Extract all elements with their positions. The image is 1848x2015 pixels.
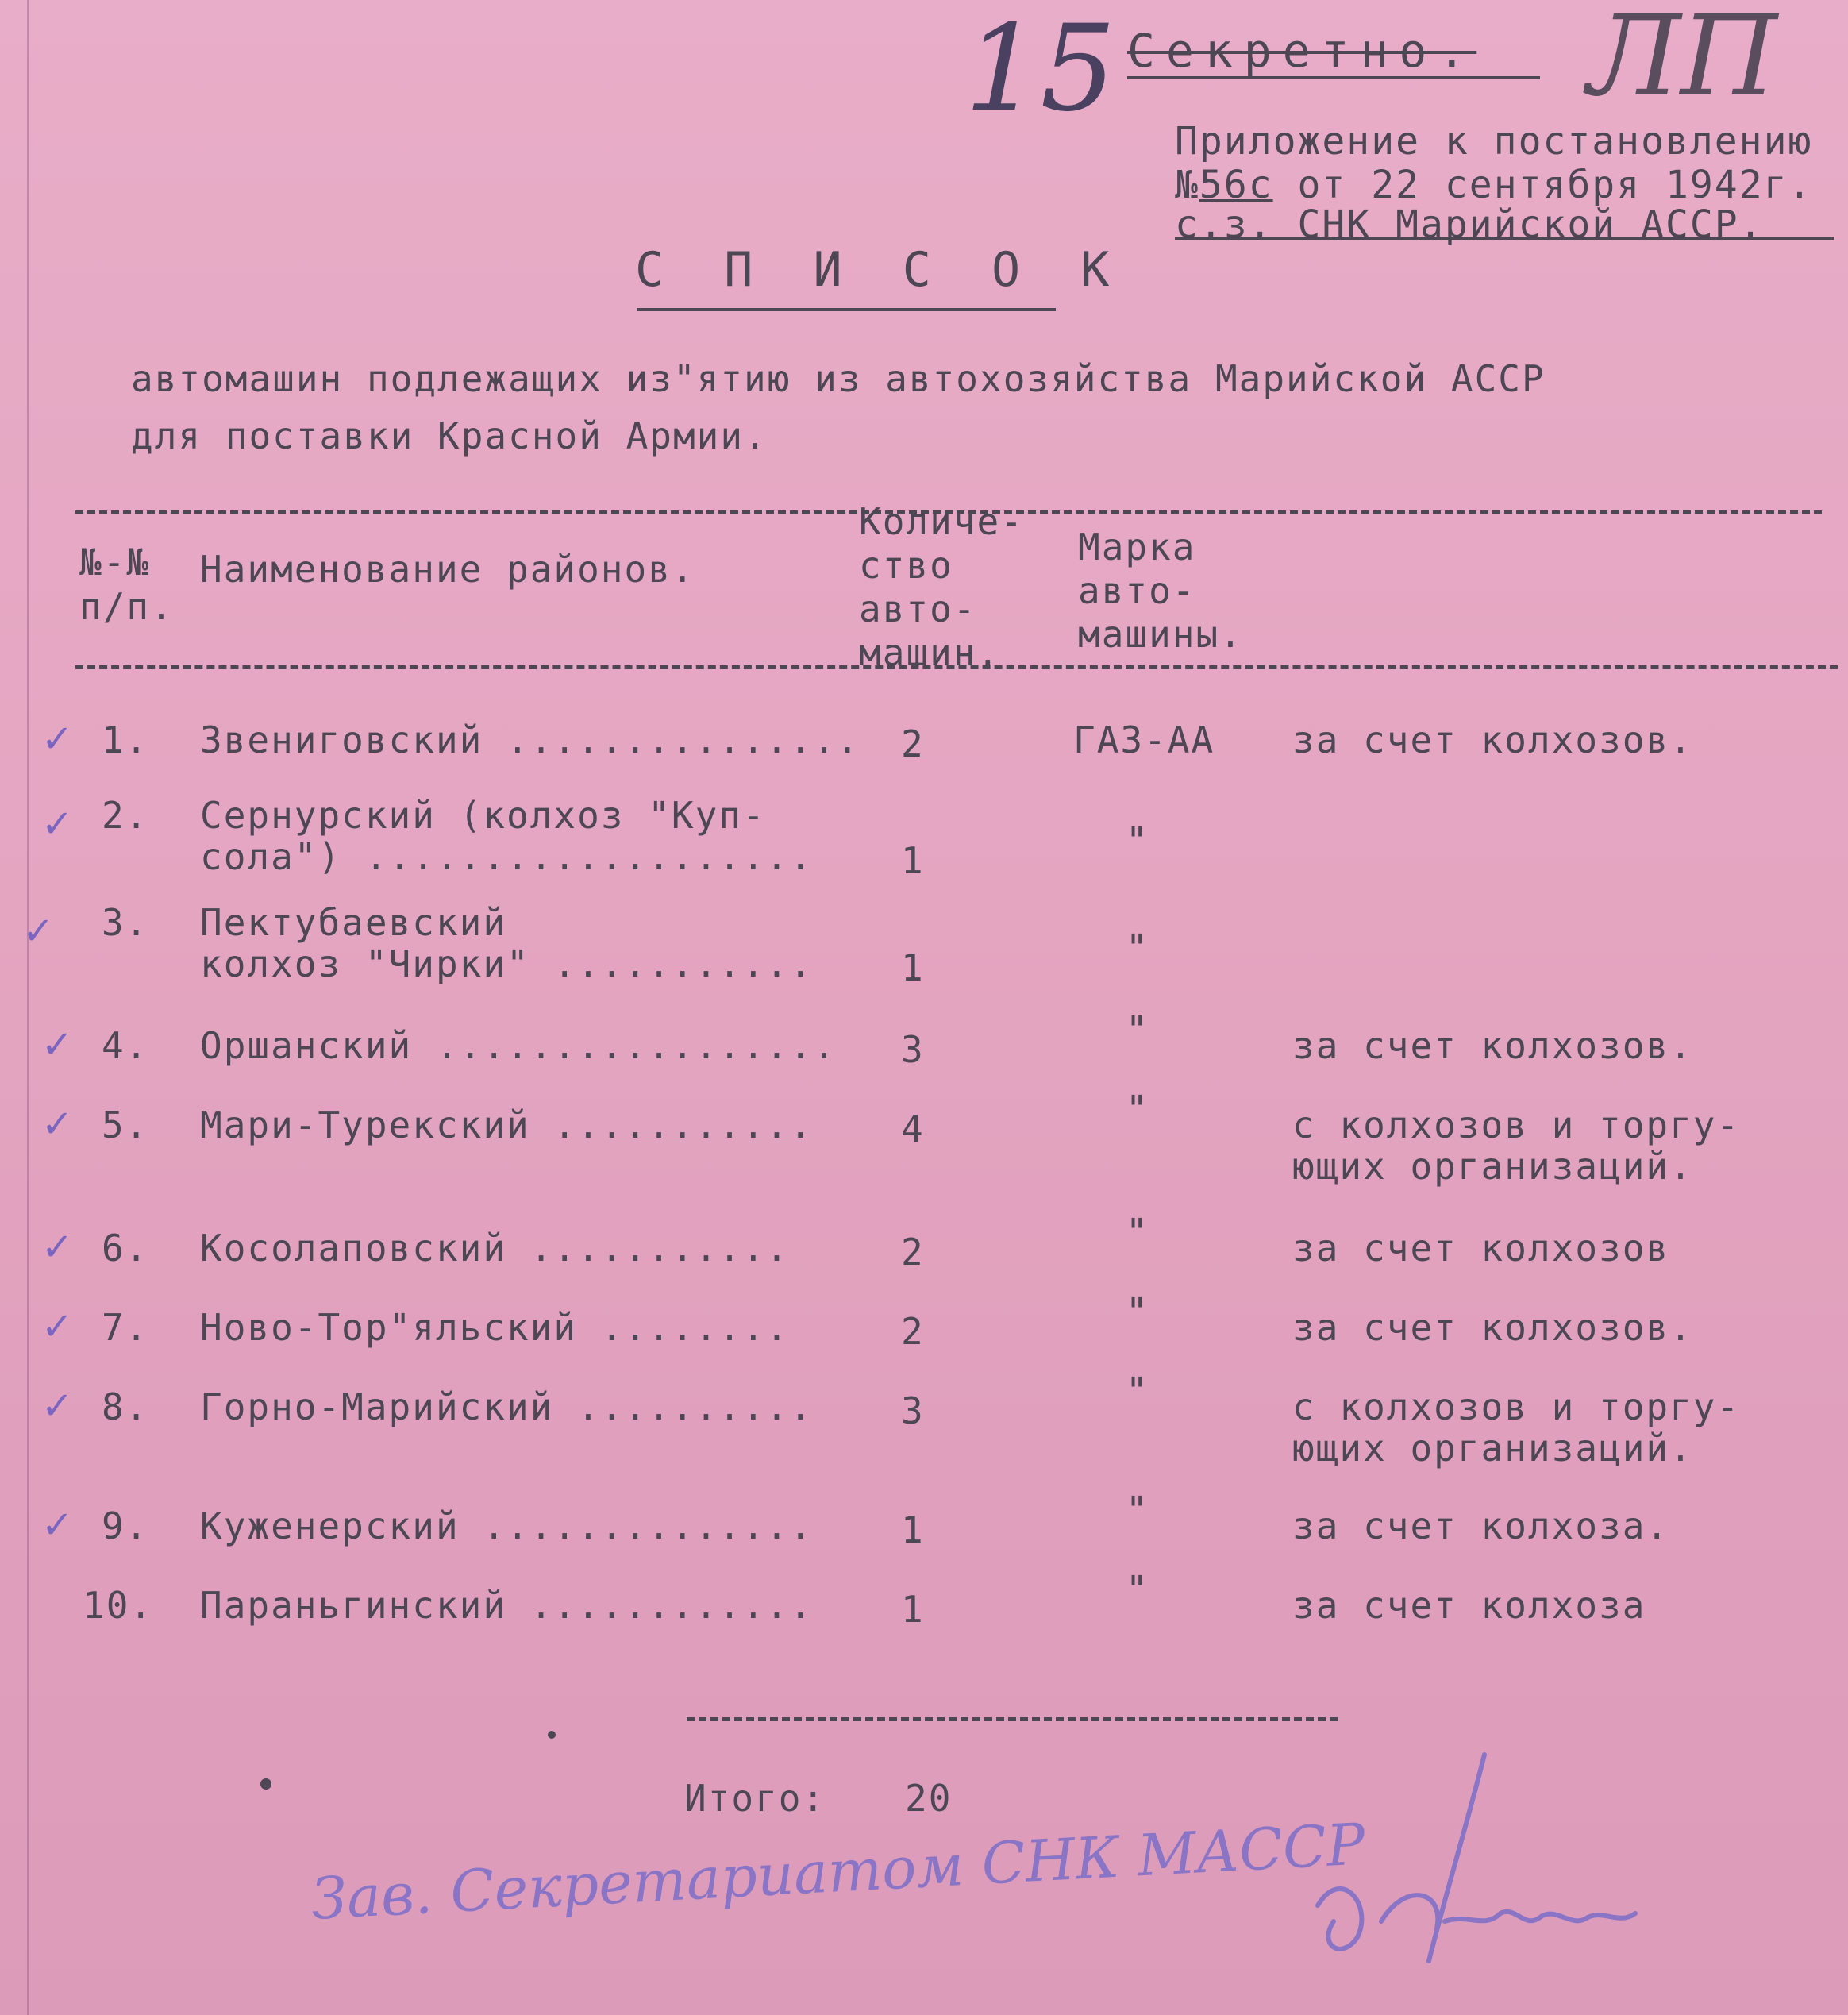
vehicle-brand: " bbox=[1126, 1568, 1149, 1611]
funding-note: за счет колхоза bbox=[1292, 1584, 1646, 1627]
table-header-rule bbox=[75, 665, 1838, 669]
column-header-district: Наименование районов. bbox=[200, 548, 695, 591]
appendix-underline bbox=[1175, 237, 1834, 240]
column-header-number-line2: п/п. bbox=[79, 585, 174, 628]
check-mark-icon: ✓ bbox=[41, 1023, 74, 1067]
row-number: 6. bbox=[102, 1227, 149, 1269]
funding-note: ющих организаций. bbox=[1292, 1427, 1693, 1470]
district-name: Горно-Марийский .......... bbox=[200, 1385, 814, 1428]
row-number: 5. bbox=[102, 1104, 149, 1146]
vehicle-quantity: 1 bbox=[901, 1588, 925, 1631]
vehicle-quantity: 2 bbox=[901, 1310, 925, 1353]
funding-note: с колхозов и торгу- bbox=[1292, 1104, 1741, 1146]
funding-note: с колхозов и торгу- bbox=[1292, 1385, 1741, 1428]
vehicle-brand: " bbox=[1126, 1290, 1149, 1333]
subtitle-line-1: автомашин подлежащих из"ятию из автохозяйства Марийской АССР bbox=[131, 357, 1546, 400]
vehicle-brand: " bbox=[1126, 927, 1149, 969]
column-header-brand-line3: машины. bbox=[1078, 613, 1243, 656]
column-header-number-line1: №-№ bbox=[79, 541, 151, 584]
vehicle-brand: ГАЗ-АА bbox=[1073, 719, 1215, 761]
district-name: Параньгинский ............ bbox=[200, 1584, 814, 1627]
district-name: Оршанский ................. bbox=[200, 1024, 837, 1067]
funding-note: за счет колхозов. bbox=[1292, 719, 1693, 761]
appendix-line-2 bbox=[1175, 163, 1812, 207]
vehicle-brand: " bbox=[1126, 1370, 1149, 1412]
total-value: 20 bbox=[905, 1777, 953, 1820]
vehicle-brand: " bbox=[1126, 819, 1149, 862]
funding-note: за счет колхоза. bbox=[1292, 1505, 1670, 1547]
row-number: 2. bbox=[102, 794, 149, 837]
vehicle-quantity: 4 bbox=[901, 1108, 925, 1150]
classification-underline bbox=[1127, 76, 1540, 79]
column-header-quantity-line2: ство bbox=[859, 544, 953, 587]
vehicle-quantity: 1 bbox=[901, 1508, 925, 1551]
check-mark-icon: ✓ bbox=[41, 1384, 74, 1428]
row-number: 9. bbox=[102, 1505, 149, 1547]
funding-note: за счет колхозов. bbox=[1292, 1024, 1693, 1067]
row-number: 3. bbox=[102, 901, 149, 944]
vehicle-brand: " bbox=[1126, 1489, 1149, 1531]
row-number: 7. bbox=[102, 1306, 149, 1349]
vehicle-brand: " bbox=[1126, 1088, 1149, 1131]
check-mark-icon: ✓ bbox=[41, 717, 74, 761]
vehicle-quantity: 1 bbox=[901, 946, 925, 989]
funding-note: за счет колхозов bbox=[1292, 1227, 1670, 1269]
margin-dot bbox=[260, 1778, 271, 1790]
funding-note: ющих организаций. bbox=[1292, 1145, 1693, 1188]
appendix-number: 56с bbox=[1199, 163, 1273, 207]
column-header-brand bbox=[1078, 526, 1243, 657]
district-name: Звениговский ............... bbox=[200, 719, 860, 761]
funding-note: за счет колхозов. bbox=[1292, 1306, 1693, 1349]
column-header-number bbox=[79, 540, 174, 629]
check-mark-icon: ✓ bbox=[22, 909, 55, 954]
handwritten-mark: ЛП bbox=[1588, 0, 1777, 121]
number-sign: № bbox=[1175, 163, 1199, 207]
row-number: 4. bbox=[102, 1024, 149, 1067]
district-name: колхоз "Чирки" ........... bbox=[200, 942, 814, 985]
total-label: Итого: bbox=[684, 1777, 826, 1820]
vehicle-quantity: 3 bbox=[901, 1389, 925, 1432]
district-name: Пектубаевский bbox=[200, 901, 507, 944]
district-name: сола") ................... bbox=[200, 835, 814, 878]
vehicle-quantity: 1 bbox=[901, 839, 925, 882]
check-mark-icon: ✓ bbox=[41, 1102, 74, 1146]
column-header-quantity-line4: машин. bbox=[859, 631, 1001, 674]
column-header-brand-line2: авто- bbox=[1078, 569, 1196, 612]
title-underline bbox=[637, 308, 1056, 311]
row-number: 8. bbox=[102, 1385, 149, 1428]
subtitle-line-2: для поставки Красной Армии. bbox=[131, 414, 768, 457]
district-name: Сернурский (колхоз "Куп- bbox=[200, 794, 766, 837]
check-mark-icon: ✓ bbox=[41, 1304, 74, 1349]
margin-dot bbox=[548, 1731, 556, 1739]
district-name: Косолаповский ........... bbox=[200, 1227, 790, 1269]
appendix-date: от 22 сентября 1942г. bbox=[1297, 163, 1813, 207]
check-mark-icon: ✓ bbox=[41, 802, 74, 846]
document-title: С П И С О К bbox=[635, 242, 1126, 298]
signature-caption: Зав. Секретариатом СНК МАССР bbox=[310, 1810, 1367, 1932]
vehicle-quantity: 3 bbox=[901, 1028, 925, 1071]
vehicle-brand: " bbox=[1126, 1008, 1149, 1051]
check-mark-icon: ✓ bbox=[41, 1503, 74, 1547]
appendix-line-1: Приложение к постановлению bbox=[1175, 119, 1813, 164]
vehicle-quantity: 2 bbox=[901, 1231, 925, 1273]
column-header-brand-line1: Марка bbox=[1078, 526, 1196, 568]
total-rule bbox=[687, 1717, 1338, 1721]
column-header-quantity bbox=[859, 500, 1024, 675]
column-header-quantity-line3: авто- bbox=[859, 588, 977, 630]
appendix-line-3: с.з. СНК Марийской АССР. bbox=[1175, 202, 1764, 247]
classification-stamp: Секретно. bbox=[1127, 24, 1477, 78]
handwritten-page-number: 15 bbox=[964, 0, 1116, 138]
district-name: Мари-Турекский ........... bbox=[200, 1104, 814, 1146]
column-header-quantity-line1: Количе- bbox=[859, 500, 1024, 543]
district-name: Куженерский .............. bbox=[200, 1505, 814, 1547]
vehicle-brand: " bbox=[1126, 1211, 1149, 1254]
check-mark-icon: ✓ bbox=[41, 1225, 74, 1269]
handwritten-signature bbox=[1286, 1723, 1699, 2009]
row-number: 1. bbox=[102, 719, 149, 761]
vehicle-quantity: 2 bbox=[901, 722, 925, 765]
district-name: Ново-Тор"яльский ........ bbox=[200, 1306, 790, 1349]
row-number: 10. bbox=[83, 1584, 154, 1627]
signature-scribble-icon bbox=[1286, 1723, 1699, 2009]
